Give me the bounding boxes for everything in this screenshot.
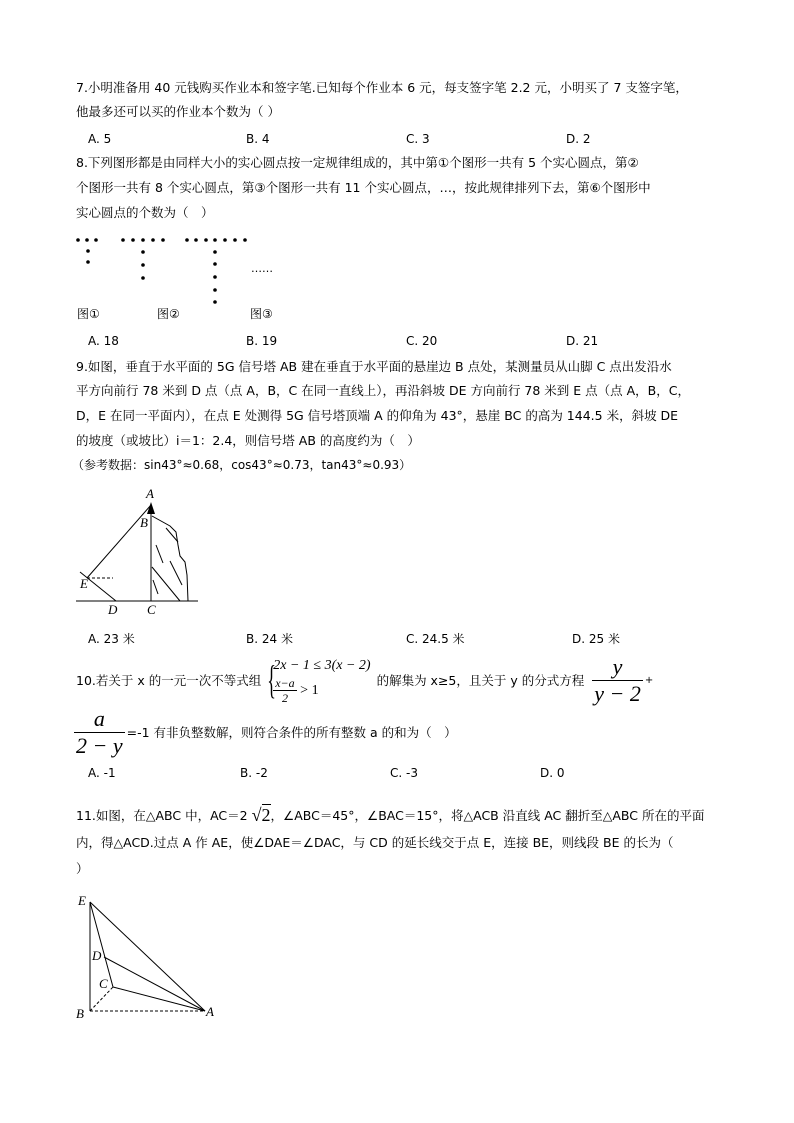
q9-option-a: A. 23 米: [88, 632, 135, 646]
q9-option-d: D. 25 米: [572, 632, 620, 646]
q9-option-b: B. 24 米: [246, 632, 293, 646]
q9-option-c: C. 24.5 米: [406, 632, 465, 646]
q10-ineq2-denominator: 2: [281, 690, 288, 705]
q8-option-c: C. 20: [406, 334, 438, 348]
q8-fig1-label: 图①: [77, 307, 100, 321]
q10-prefix: 10.若关于 x 的一元一次不等式组: [76, 673, 262, 688]
q8-text-line1: 8.下列图形都是由同样大小的实心圆点按一定规律组成的，其中第①个图形一共有 5 个实心圆点，第②: [76, 155, 639, 170]
q10-inequality-1: 2x − 1 ≤ 3(x − 2): [273, 657, 371, 673]
q11-text-line1b: ，∠ABC＝45°，∠BAC＝15°，将△ACB 沿直线 AC 翻折至△ABC 所在的平面: [270, 808, 705, 823]
q9-label-a: A: [146, 486, 154, 501]
q10-ineq2-numerator: x−a: [275, 675, 295, 690]
q10-mid-text: 的解集为 x≥5，且关于 y 的分式方程: [376, 673, 585, 688]
q10-f1-numerator: y: [592, 654, 643, 681]
q11-label-d: D: [92, 948, 102, 963]
q9-reference-data: （参考数据：sin43°≈0.68，cos43°≈0.73，tan43°≈0.93）: [72, 458, 412, 472]
q8-option-d: D. 21: [566, 334, 599, 348]
q11-text-line1a: 11.如图，在△ABC 中，AC＝2: [76, 808, 248, 823]
q9-text-line2: 平方向前行 78 米到 D 点（点 A，B，C 在同一直线上），再沿斜坡 DE 方向前行 78 米到 E 点（点 A，B，C，: [76, 383, 690, 398]
q10-brace: {: [267, 657, 277, 702]
q11-label-b: B: [76, 1006, 84, 1021]
q9-text-line4: 的坡度（或坡比）i＝1：2.4，则信号塔 AB 的高度约为（ ）: [76, 433, 420, 448]
q9-label-c: C: [147, 602, 156, 617]
q8-ellipsis: ……: [251, 262, 273, 275]
q10-option-d: D. 0: [540, 766, 565, 780]
q10-ineq2-rest: > 1: [296, 682, 319, 698]
q7-text-line2: 他最多还可以买的作业本个数为（ ）: [76, 104, 280, 119]
q9-label-b: B: [140, 515, 148, 530]
q8-option-b: B. 19: [246, 334, 278, 348]
q10-f2-denominator: 2 − y: [76, 732, 123, 758]
q8-text-line2: 个图形一共有 8 个实心圆点，第③个图形一共有 11 个实心圆点，…，按此规律排列下去，第⑥个图形中: [76, 180, 651, 195]
q11-sqrt: √2: [251, 804, 271, 825]
q9-text-line1: 9.如图，垂直于水平面的 5G 信号塔 AB 建在垂直于水平面的悬崖边 B 点处，某测量员从山脚 C 点出发沿水: [76, 359, 672, 374]
q10-f2-numerator: a: [74, 706, 125, 733]
q9-label-d: D: [108, 602, 118, 617]
q7-option-b: B. 4: [246, 132, 270, 146]
q9-text-line3: D，E 在同一平面内），在点 E 处测得 5G 信号塔顶端 A 的仰角为 43°，悬崖 BC 的高为 144.5 米，斜坡 DE: [76, 408, 679, 423]
q10-f1-denominator: y − 2: [594, 680, 641, 706]
q10-option-c: C. -3: [390, 766, 418, 780]
q11-sqrt-radicand: 2: [261, 804, 271, 825]
q10-rest-text: =-1 有非负整数解，则符合条件的所有整数 a 的和为（ ）: [126, 725, 457, 740]
q7-option-a: A. 5: [88, 132, 112, 146]
q7-text-line1: 7.小明准备用 40 元钱购买作业本和签字笔.已知每个作业本 6 元，每支签字笔 2.2 元，小明买了 7 支签字笔，: [76, 80, 688, 95]
q8-option-a: A. 18: [88, 334, 119, 348]
q8-fig2-label: 图②: [157, 307, 180, 321]
q11-label-e: E: [78, 893, 86, 908]
q10-plus: +: [644, 674, 654, 686]
q9-label-e: E: [80, 576, 88, 591]
q8-fig3-label: 图③: [250, 307, 273, 321]
q7-option-d: D. 2: [566, 132, 591, 146]
q11-label-a: A: [206, 1004, 214, 1019]
q11-text-line3: ）: [76, 861, 89, 876]
q10-option-a: A. -1: [88, 766, 116, 780]
q10-option-b: B. -2: [240, 766, 268, 780]
q11-label-c: C: [99, 976, 108, 991]
q7-option-c: C. 3: [406, 132, 430, 146]
q8-text-line3: 实心圆点的个数为（ ）: [76, 205, 214, 220]
q11-text-line2: 内，得△ACD.过点 A 作 AE，使∠DAE＝∠DAC，与 CD 的延长线交于点 E，连接 BE，则线段 BE 的长为（: [76, 835, 674, 850]
